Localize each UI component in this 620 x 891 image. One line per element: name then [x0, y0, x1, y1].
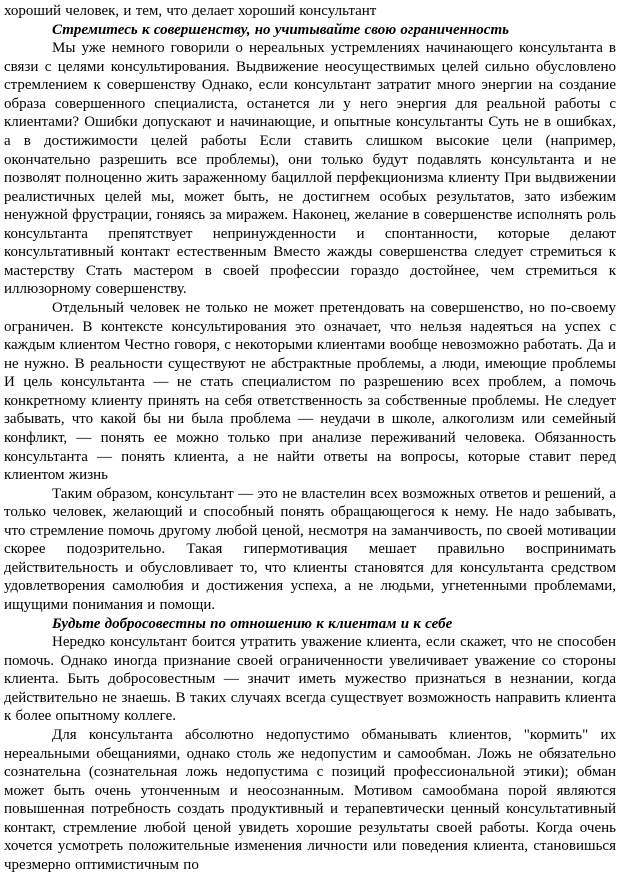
- section-heading-perfection: Стремитесь к совершенству, но учитывайте свою ограниченность: [52, 21, 509, 38]
- paragraph: Отдельный человек не только не может претендовать на совершенство, но по-своему ограничен. В контексте консультирования это означает, что нельзя надеяться на успех с каждым клиентом Честно говоря, с некоторыми клиентами вообще невозможно работать. Да и не нужно. В реальности существуют не абстрактные проблемы, а люди, имеющие проблемы И цель консультанта — не стать специалистом по разрешению всех проблем, а помочь конкретному клиенту принять на себя ответственность за собственные проблемы. Не следует забывать, что какой бы ни была проблема — неудачи в школе, алкоголизм или семейный конфликт, — понять ее можно только при анализе переживаний человека. Обязанность консультанта — понять клиента, а не найти ответы на вопросы, которые ставит перед клиентом жизнь: [4, 300, 616, 484]
- paragraph: Таким образом, консультант — это не властелин всех возможных ответов и решений, а только человек, желающий и способный понять обращающегося к нему. Не надо забывать, что стремление помочь другому любой ценой, несмотря на заманчивость, по своей мотивации скорее подозрительно. Такая гипермотивация мешает правильно воспринимать действительность и обусловливает то, что клиенты становятся для консультанта средством удовлетворения самолюбия и достижения успеха, а не людьми, угнетенными проблемами, ищущими понимания и помощи.: [4, 485, 616, 613]
- paragraph: Мы уже немного говорили о нереальных устремлениях начинающего консультанта в связи с целями консультирования. Выдвижение неосуществимых целей сильно обусловлено стремлением к совершенству Однако, если консультант затратит много энергии на создание образа совершенного специалиста, останется ли у него энергия для реальной работы с клиентами? Ошибки допускают и начинающие, и опытные консультанты Суть не в ошибках, а в достижимости целей работы Если ставить слишком высокие цели (например, окончательно разрешить все проблемы), они только будут подавлять консультанта и не позволят полноценно жить зараженному бациллой перфекционизма клиенту При выдвижении реалистичных целей мы, может быть, не достигнем особых результатов, зато избежим ненужной фрустрации, гоняясь за миражем. Наконец, желание в совершенстве исполнять роль консультанта препятствует непринужденности и спонтанности, которые делают консультативный контакт естественным Вместо жажды совершенства следует стремиться к мастерству Стать мастером в своей профессии гораздо достойнее, чем стремиться к иллюзорному совершенству.: [4, 40, 616, 298]
- continuation-paragraph: хороший человек, и тем, что делает хороший консультант: [4, 3, 377, 19]
- section-heading-conscientiousness: Будьте добросовестны по отношению к клиентам и к себе: [52, 615, 453, 632]
- paragraph: Для консультанта абсолютно недопустимо обманывать клиентов, "кормить" их нереальными обещаниями, однако столь же недопустим и самообман. Ложь не обязательно сознательна (сознательная ложь недопустима с позиций профессиональной этики); обман может быть очень утонченным и неосознанным. Мотивом самообмана порой являются повышенная потребность создать продуктивный и терапевтически ценный консультативный контакт, стремление любой ценой увидеть хорошие результаты своей работы. Когда очень хочется усмотреть положительные изменения личности или поведения клиента, становишься чрезмерно оптимистичным по: [4, 726, 616, 873]
- paragraph: Нередко консультант боится утратить уважение клиента, если скажет, что не способен помочь. Однако иногда признание своей ограниченности увеличивает уважение со стороны клиента. Быть добросовестным — значит иметь мужество признаться в незнании, когда действительно не знаешь. В таких случаях всегда существует возможность направить клиента к более опытному коллеге.: [4, 634, 616, 725]
